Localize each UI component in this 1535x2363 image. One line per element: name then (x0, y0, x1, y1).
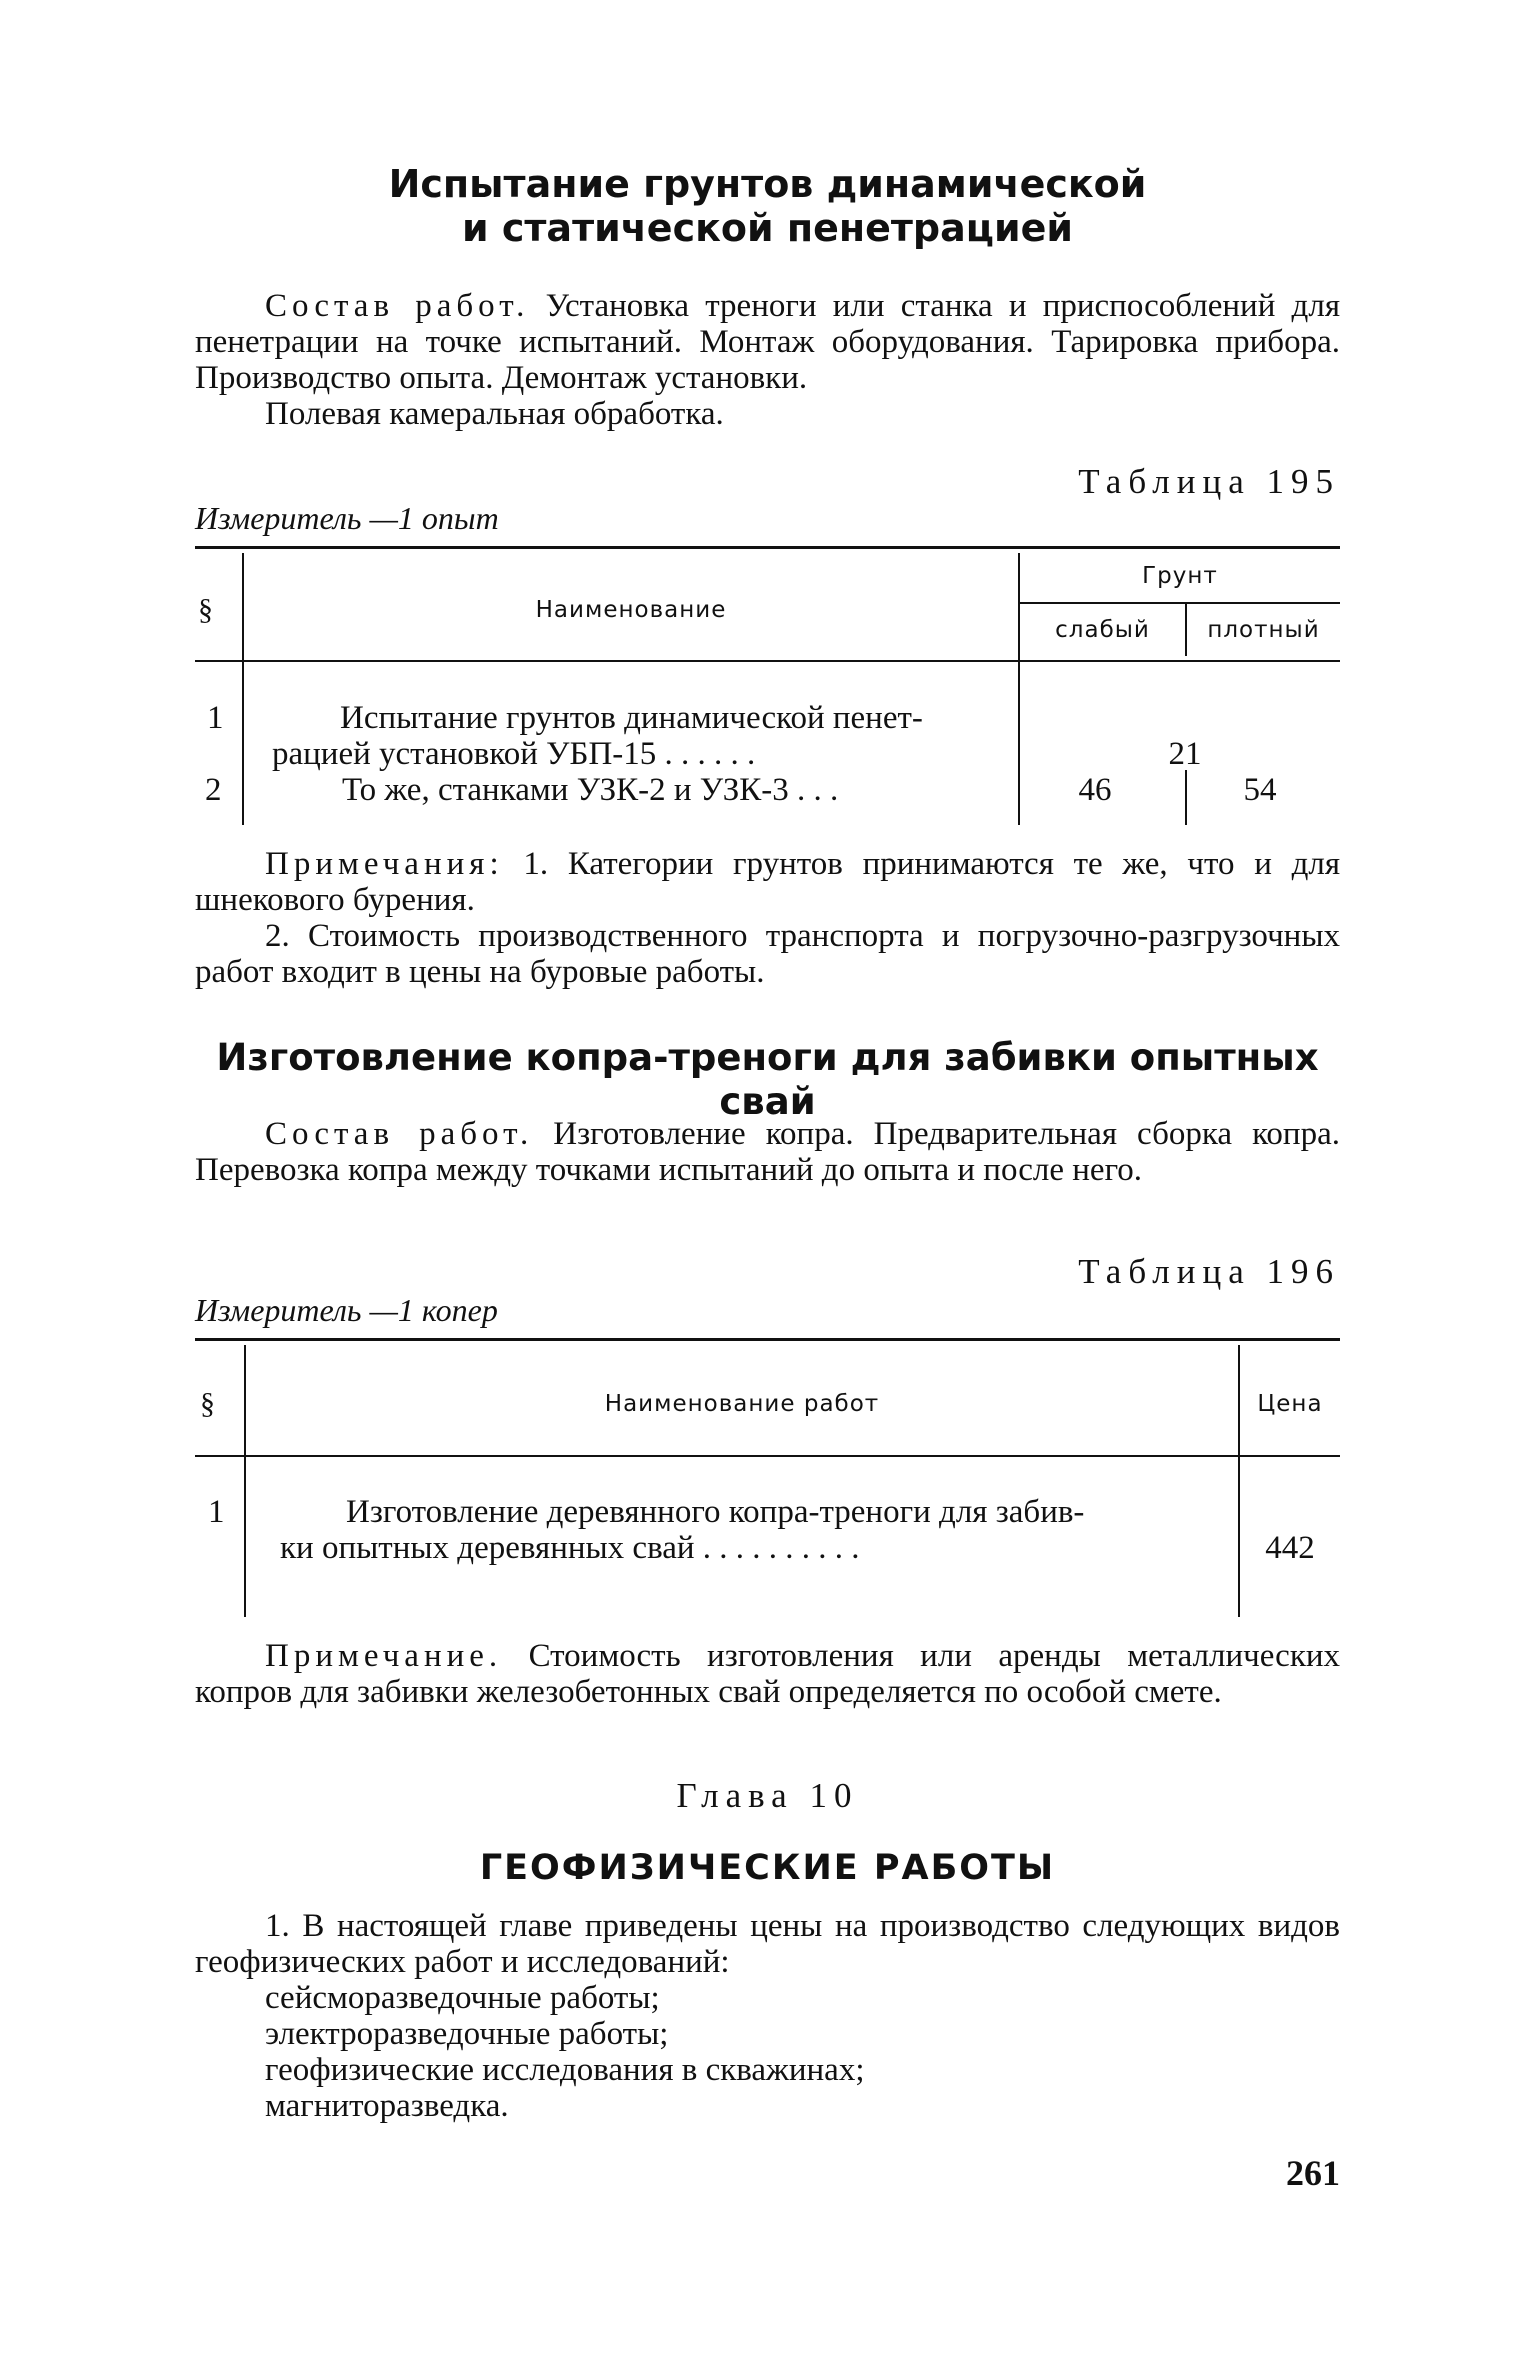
section1-composition (195, 288, 1340, 432)
table196-row1-no: 1 (208, 1494, 225, 1530)
table196-top-rule (195, 1338, 1340, 1341)
table195-caption: Таблица 195 (1078, 462, 1340, 501)
list-item: сейсморазведочные работы; (265, 1980, 660, 2016)
notes-label: Примечания: (265, 846, 504, 882)
table195-header-soft: слабый (1055, 617, 1150, 643)
chapter-label: Глава 10 (676, 1776, 859, 1815)
table195-unit: Измеритель —1 опыт (195, 500, 499, 536)
section2-title: Изготовление копра-треноги для забивки опытных свай (216, 1036, 1319, 1123)
table195-vline-4 (1185, 770, 1187, 825)
composition-text-section2: Изготовление копра. Предварительная сборка копра. Перевозка копра между точками испытаний до опыта и после него. (195, 1116, 1340, 1188)
note-1: 1. Категории грунтов принимаются те же, что и для шнекового бурения. (195, 846, 1341, 918)
table196-header-price: Цена (1257, 1391, 1323, 1417)
table196-header-rule (195, 1455, 1340, 1457)
composition-text-2: Полевая камеральная обработка. (265, 396, 724, 432)
table195-row1-no: 1 (207, 700, 224, 736)
table195-group-rule (1020, 602, 1340, 604)
chapter-body (195, 1908, 1340, 2124)
table196-caption: Таблица 196 (1078, 1252, 1340, 1291)
table195-header-name: Наименование (535, 597, 727, 623)
composition-text: Установка треноги или станка и приспособлений для пенетрации на точке испытаний. Монтаж оборудования. Тарировка прибора. Производство опыта. Демонтаж установки. (195, 288, 1340, 396)
page-number: 261 (1286, 2153, 1340, 2193)
chapter-title: ГЕОФИЗИЧЕСКИЕ РАБОТЫ (479, 1848, 1056, 1888)
list-item: электроразведочные работы; (265, 2016, 669, 2052)
section1-title (195, 162, 1340, 250)
table195-row2-name: То же, станками УЗК-2 и УЗК-3 . . . (342, 772, 839, 808)
table196-row1-name-line1: Изготовление деревянного копра-треноги для забив- (346, 1494, 1085, 1530)
table196-row1-name-line2: ки опытных деревянных свай . . . . . . . . . . (280, 1530, 860, 1566)
section1-title-line1: Испытание грунтов динамической (388, 162, 1147, 206)
chapter-para-1: 1. В настоящей главе приведены цены на производство следующих видов геофизических работ и исследований: (195, 1908, 1340, 1980)
table195-row1-merged-value: 21 (1168, 736, 1202, 772)
list-item: магниторазведка. (265, 2088, 509, 2124)
note-label: Примечание. (265, 1638, 503, 1674)
table195-row2-soft: 46 (1078, 772, 1112, 808)
table195-row2-no: 2 (205, 772, 222, 808)
table196-note (195, 1638, 1340, 1710)
composition-label: Состав работ. (265, 288, 530, 324)
table196-row1-price: 442 (1265, 1530, 1315, 1566)
table195-row1-name-line2: рацией установкой УБП-15 . . . . . . (272, 736, 756, 772)
table195-header-section: § (198, 593, 213, 626)
table195-notes (195, 846, 1340, 990)
table195-header-group: Грунт (1142, 563, 1218, 589)
note-text: Стоимость изготовления или аренды металлических копров для забивки железобетонных свай определяется по особой смете. (195, 1638, 1341, 1710)
table196-unit: Измеритель —1 копер (195, 1292, 498, 1328)
section2-composition (195, 1116, 1340, 1188)
table195-row2-dense: 54 (1243, 772, 1277, 808)
section1-title-line2: и статической пенетрацией (462, 206, 1073, 250)
table195-top-rule (195, 546, 1340, 549)
table195-row1-name-line1: Испытание грунтов динамической пенет- (340, 700, 923, 736)
table195-header-rule (195, 660, 1340, 662)
table196-header-name: Наименование работ (604, 1391, 880, 1417)
note-2: 2. Стоимость производственного транспорта и погрузочно-разгрузочных работ входит в цены на буровые работы. (195, 918, 1340, 990)
list-item: геофизические исследования в скважинах; (265, 2052, 865, 2088)
table196-header-section: § (200, 1387, 215, 1420)
composition-label-2: Состав работ. (265, 1116, 534, 1152)
table195-header-dense: плотный (1207, 617, 1320, 643)
